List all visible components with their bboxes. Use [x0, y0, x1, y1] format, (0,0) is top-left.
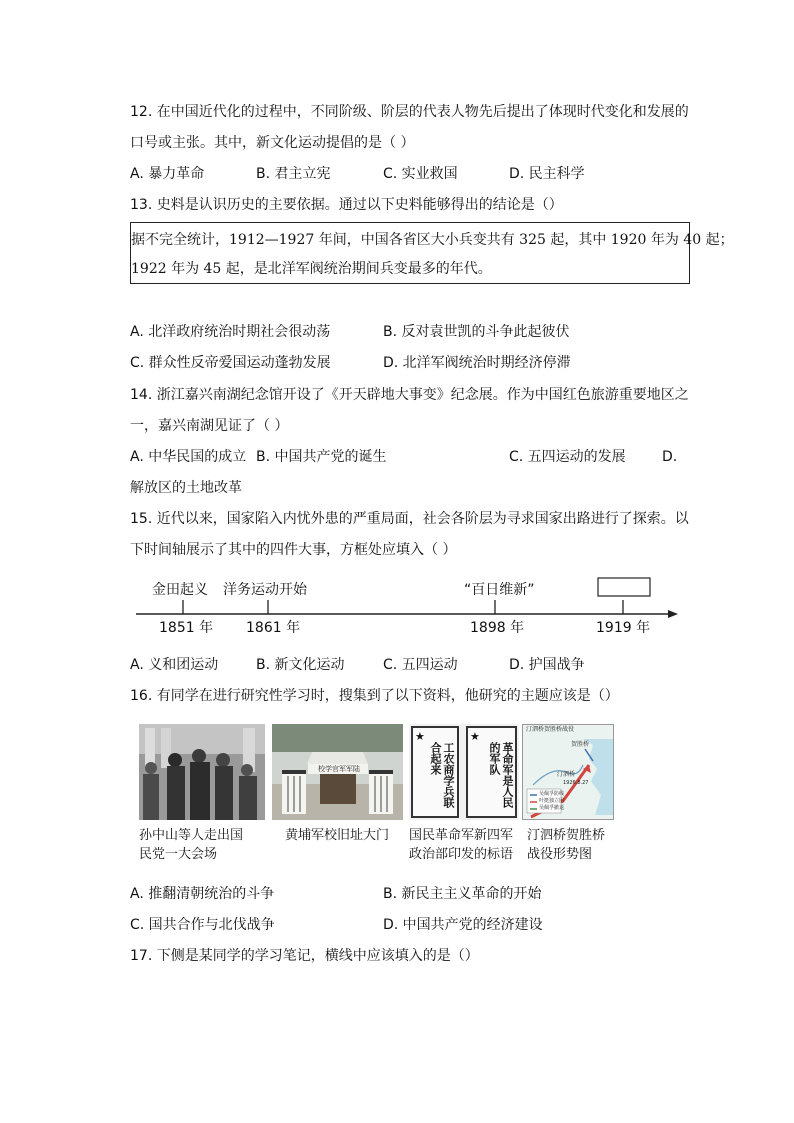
q14-option-c: C. 五四运动的发展: [509, 449, 626, 465]
q14-option-b: B. 中国共产党的诞生: [256, 449, 387, 465]
q15-stem-line2: 下时间轴展示了其中的四件大事，方框处应填入（ ）: [130, 542, 457, 558]
q12-option-d: D. 民主科学: [509, 166, 585, 182]
photo-slogan-posters: [409, 724, 519, 820]
q16-option-a: A. 推翻清朝统治的斗争: [130, 886, 275, 902]
q13-source-box: [130, 222, 734, 284]
q14-option-d: D.: [662, 449, 678, 465]
map-legend-3: 吴佩孚撤退: [539, 805, 565, 811]
caption-photo1-line2: 民党一大会场: [139, 847, 218, 862]
photo-sun-yat-sen-leaving-hall: [139, 724, 265, 820]
q13-option-a: A. 北洋政府统治时期社会很动荡: [130, 324, 331, 340]
timeline-event-hundred-days: “百日维新”: [464, 582, 535, 598]
q16-option-d: D. 中国共产党的经济建设: [383, 917, 543, 933]
map-legend-2: 叶挺独立团: [539, 798, 565, 804]
gate-sign-text: 校学官军军陆: [318, 765, 360, 773]
star-icon: ★: [470, 730, 480, 743]
q15-option-a: A. 义和团运动: [130, 657, 219, 673]
q13-source-line1: 据不完全统计，1912—1927 年间，中国各省区大小兵变共有 325 起，其中 1920 年为 40 起；: [131, 232, 734, 248]
map-legend-1: 吴佩孚防线: [539, 791, 565, 797]
poster-right-text: 革命军是人民的军队: [488, 742, 514, 808]
timeline-year-1919: 1919 年: [596, 620, 651, 636]
caption-photo4-line2: 战役形势图: [527, 847, 593, 862]
caption-photo3-line1: 国民革命军新四军: [409, 828, 514, 843]
timeline-year-1861: 1861 年: [246, 620, 301, 636]
timeline-event-jintian: 金田起义: [152, 582, 208, 598]
q12-option-b: B. 君主立宪: [256, 166, 331, 182]
q13-source-line2: 1922 年为 45 起，是北洋军阀统治期间兵变最多的年代。: [131, 261, 492, 277]
timeline-year-1851: 1851 年: [159, 620, 214, 636]
caption-photo3-line2: 政治部印发的标语: [409, 847, 514, 862]
q13-option-d: D. 北洋军阀统治时期经济停滞: [383, 355, 571, 371]
q14-option-a: A. 中华民国的成立: [130, 449, 247, 465]
timeline-event-yangwu: 洋务运动开始: [223, 582, 307, 598]
q12-stem-line1: 12. 在中国近代化的过程中，不同阶级、阶层的代表人物先后提出了体现时代变化和发展的: [130, 104, 689, 120]
q13-option-b: B. 反对袁世凯的斗争此起彼伏: [383, 324, 570, 340]
q16-stem: 16. 有同学在进行研究性学习时，搜集到了以下资料，他研究的主题应该是（）: [130, 688, 619, 704]
q14-stem-line2: 一，嘉兴南湖见证了（ ）: [130, 418, 289, 434]
q13-stem: 13. 史料是认识历史的主要依据。通过以下史料能够得出的结论是（）: [130, 197, 563, 213]
map-date: 1926.8.27: [563, 780, 589, 786]
q14-stem-line1: 14. 浙江嘉兴南湖纪念馆开设了《开天辟地大事变》纪念展。作为中国红色旅游重要地区之: [130, 387, 689, 403]
caption-photo1-line1: 孙中山等人走出国: [139, 828, 244, 843]
q17-stem: 17. 下侧是某同学的学习笔记，横线中应该填入的是（）: [130, 948, 479, 964]
map-place-hesheng: 贺胜桥: [571, 741, 590, 748]
q16-option-c: C. 国共合作与北伐战争: [130, 917, 275, 933]
map-place-tingsi: 汀泗桥: [557, 771, 576, 778]
q14-option-d-continued: 解放区的土地改革: [130, 480, 242, 496]
timeline-year-1898: 1898 年: [470, 620, 525, 636]
q15-option-c: C. 五四运动: [383, 657, 458, 673]
q15-timeline: [130, 570, 690, 640]
poster-right: [466, 726, 517, 818]
photo-sun-yat-sen-image: [139, 724, 265, 820]
q12-stem-line2: 口号或主张。其中，新文化运动提倡的是（ ）: [130, 135, 415, 151]
battle-map: [522, 724, 614, 820]
q12-option-c: C. 实业救国: [383, 166, 458, 182]
poster-left: [411, 726, 459, 818]
caption-photo4-line1: 汀泗桥贺胜桥: [527, 828, 606, 843]
q15-option-b: B. 新文化运动: [256, 657, 345, 673]
q16-option-b: B. 新民主主义革命的开始: [383, 886, 542, 902]
answer-blank-box: [598, 578, 650, 596]
poster-left-text: 工农商学兵联合起来: [429, 742, 455, 808]
photo-whampoa-gate: [272, 724, 403, 820]
q15-stem-line1: 15. 近代以来，国家陷入内忧外患的严重局面，社会各阶层为寻求国家出路进行了探索。以: [130, 511, 689, 527]
q15-option-d: D. 护国战争: [509, 657, 585, 673]
map-title: 汀泗桥贺胜桥战役: [526, 726, 575, 733]
q12-option-a: A. 暴力革命: [130, 166, 205, 182]
q13-option-c: C. 群众性反帝爱国运动蓬勃发展: [130, 355, 331, 371]
caption-photo2: 黄埔军校旧址大门: [285, 828, 390, 843]
star-icon: ★: [415, 730, 425, 743]
